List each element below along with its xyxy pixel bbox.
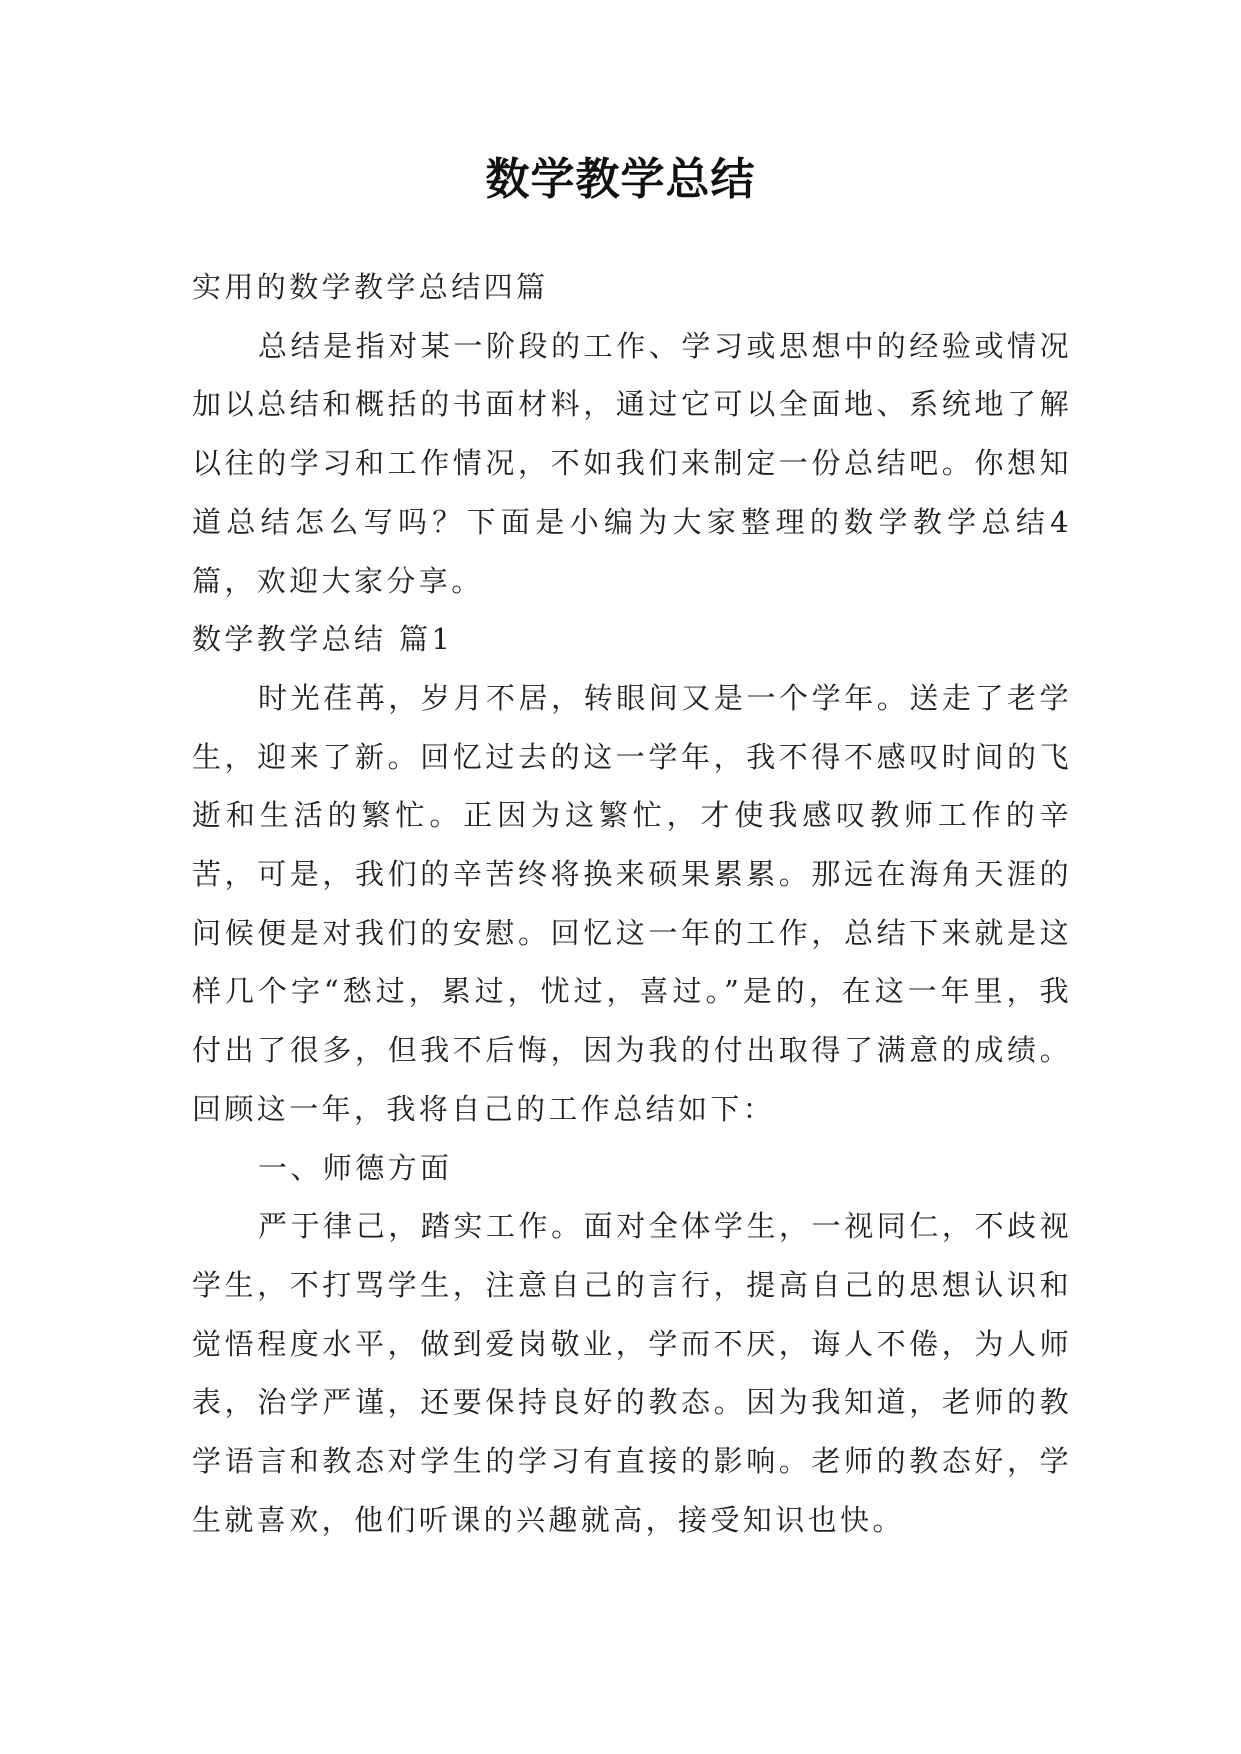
subtitle-paragraph: 实用的数学教学总结四篇 [192,270,549,304]
document-title: 数学教学总结 [485,154,756,205]
subsection-heading: 一、师德方面 [258,1150,453,1185]
document-body [192,258,1072,1549]
body-paragraph: 时光荏苒，岁月不居，转眼间又是一个学年。送走了老学生，迎来了新。回忆过去的这一学年，我不得不感叹时间的飞逝和生活的繁忙。正因为这繁忙，才使我感叹教师工作的辛苦，可是，我们的辛苦终将换来硕果累累。那远在海角天涯的问候便是对我们的安慰。回忆这一年的工作，总结下来就是这样几个字“愁过，累过，忧过，喜过。”是的，在这一年里，我付出了很多，但我不后悔，因为我的付出取得了满意的成绩。回顾这一年，我将自己的工作总结如下： [192,680,1072,1126]
section-heading: 数学教学总结 篇1 [192,622,454,657]
body-paragraph: 严于律己，踏实工作。面对全体学生，一视同仁，不歧视学生，不打骂学生，注意自己的言行，提高自己的思想认识和觉悟程度水平，做到爱岗敬业，学而不厌，诲人不倦，为人师表，治学严谨，还要保持良好的教态。因为我知道，老师的教学语言和教态对学生的学习有直接的影响。老师的教态好，学生就喜欢，他们听课的兴趣就高，接受知识也快。 [192,1209,1072,1537]
intro-paragraph: 总结是指对某一阶段的工作、学习或思想中的经验或情况加以总结和概括的书面材料，通过它可以全面地、系统地了解以往的学习和工作情况，不如我们来制定一份总结吧。你想知道总结怎么写吗？下面是小编为大家整理的数学教学总结4篇，欢迎大家分享。 [192,328,1072,598]
